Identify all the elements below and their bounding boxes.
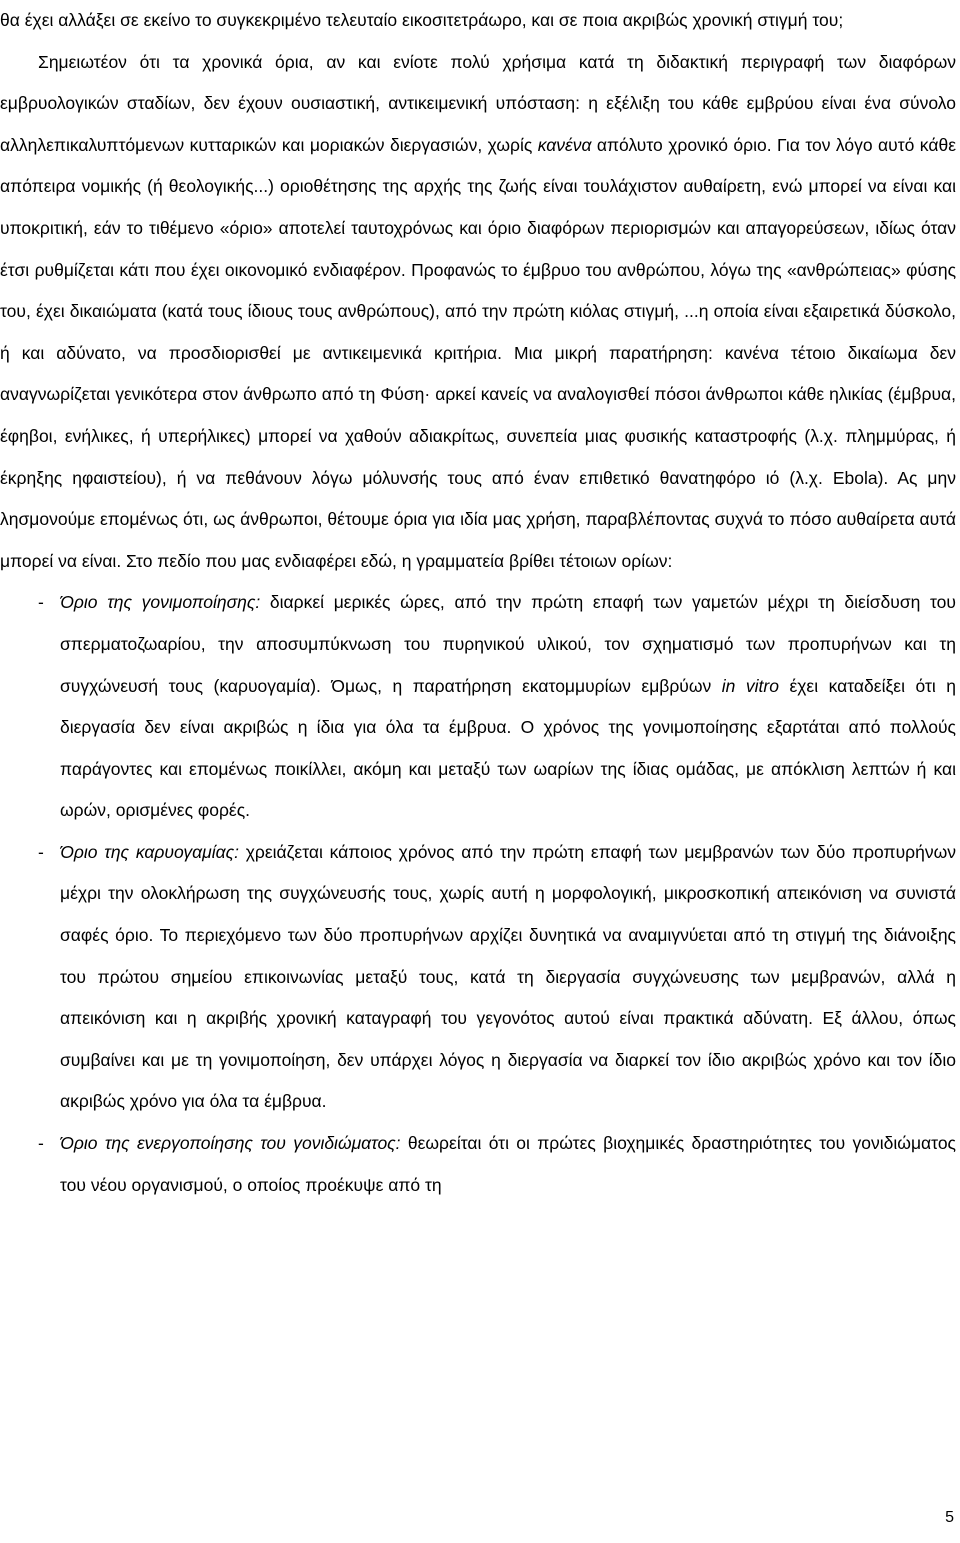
bullet-text-part-1: διαρκεί μερικές ώρες, από την πρώτη επαφή των γαμετών μέχρι τη διείσδυση του σπερματοζωαρίου, την αποσυμπύκνωση του πυρηνικού υλικού, τον σχηματισμό των προπυρήνων και τη συγχώνευσή τους (καρυογαμία). Όμως, η παρατήρηση εκατομμυρίων εμβρύων bbox=[60, 592, 956, 696]
bullet-genome-activation-limit bbox=[0, 1123, 956, 1206]
paragraph-2-emphasis: κανένα bbox=[537, 134, 592, 155]
paragraph-1-text: θα έχει αλλάξει σε εκείνο το συγκεκριμένο τελευταίο εικοσιτετράωρο, και σε ποια ακριβώς χρονική στιγμή του; bbox=[0, 10, 844, 30]
bullet-karyogamy-limit bbox=[0, 832, 956, 1123]
paragraph-2-part-1: Σημειωτέον ότι τα χρονικά όρια, αν και ενίοτε πολύ χρήσιμα κατά τη διδακτική περιγραφή των διαφόρων εμβρυολογικών σταδίων, δεν έχουν ουσιαστική, αντικειμενική υπόσταση: η εξέλιξη του κάθε εμβρύου είναι ένα σύνολο αλληλεπικαλυπτόμενων κυτταρικών και μοριακών διεργασιών, χωρίς bbox=[0, 51, 956, 155]
paragraph-continuation bbox=[0, 0, 956, 42]
bullet-text-part-2: έχει καταδείξει ότι η διεργασία δεν είναι ακριβώς η ίδια για όλα τα έμβρυα. Ο χρόνος της γονιμοποίησης εξαρτάται από πολλούς παράγοντες και επομένως ποικίλλει, ακόμη και μεταξύ των ωαρίων της ίδιας ομάδας, με απόκλιση λεπτών ή και ωρών, ορισμένες φορές. bbox=[60, 675, 956, 821]
bullet-heading: Όριο της καρυογαμίας: bbox=[60, 841, 239, 862]
bullet-fertilization-limit bbox=[0, 582, 956, 832]
paragraph-2-part-2: απόλυτο χρονικό όριο. Για τον λόγο αυτό κάθε απόπειρα νομικής (ή θεολογικής...) οριοθέτησης της αρχής της ζωής είναι τουλάχιστον αυθαίρετη, ενώ μπορεί να είναι και υποκριτική, εάν το τιθέμενο «όριο» αποτελεί ταυτοχρόνως και όριο διαφόρων περιορισμών και απαγορεύσεων, ιδίως όταν έτσι ρυθμίζεται κάτι που έχει οικονομικό ενδιαφέρον. Προφανώς το έμβρυο του ανθρώπου, λόγω της «ανθρώπειας» φύσης του, έχει δικαιώματα (κατά τους ίδιους τους ανθρώπους), από την πρώτη κιόλας στιγμή, ...η οποία είναι εξαιρετικά δύσκολο, ή και αδύνατο, να προσδιορισθεί με αντικειμενικά κριτήρια. Μια μικρή παρατήρηση: κανένα τέτοιο δικαίωμα δεν αναγνωρίζεται γενικότερα στον άνθρωπο από τη Φύση· αρκεί κανείς να αναλογισθεί πόσοι άνθρωποι κάθε ηλικίας (έμβρυα, έφηβοι, ενήλικες, ή υπερήλικες) μπορεί να χαθούν αδιακρίτως, συνεπεία μιας φυσικής καταστροφής (λ.χ. πλημμύρας, ή έκρηξης ηφαιστείου), ή να πεθάνουν λόγω μόλυνσής τους από έναν επιθετικό θανατηφόρο ιό (λ.χ. Ebola). Ας μην λησμονούμε επομένως ότι, ως άνθρωποι, θέτουμε όρια για ιδία μας χρήση, παραβλέποντας συχνά το πόσο αυθαίρετα αυτά μπορεί να είναι. Στο πεδίο που μας ενδιαφέρει εδώ, η γραμματεία βρίθει τέτοιων ορίων: bbox=[0, 134, 956, 571]
bullet-heading: Όριο της γονιμοποίησης: bbox=[60, 592, 261, 613]
bullet-dash: - bbox=[38, 841, 44, 862]
bullet-heading: Όριο της ενεργοποίησης του γονιδιώματος: bbox=[60, 1133, 401, 1154]
bullet-dash: - bbox=[38, 1133, 44, 1154]
page-number: 5 bbox=[945, 1509, 954, 1526]
bullet-text-part-1: χρειάζεται κάποιος χρόνος από την πρώτη επαφή των μεμβρανών των δύο προπυρήνων μέχρι την ολοκλήρωση της συγχώνευσής τους, χωρίς αυτή η μορφολογική, μικροσκοπική απεικόνιση να συνιστά σαφές όριο. Το περιεχόμενο των δύο προπυρήνων αρχίζει δυνητικά να αναμιγνύεται από τη στιγμή της διάνοιξης του πρώτου σημείου επικοινωνίας μεταξύ τους, κατά τη διεργασία συγχώνευσης των μεμβρανών, αλλά η απεικόνιση και η ακριβής χρονική καταγραφή του γεγονότος αυτού είναι πρακτικά αδύνατη. Εξ άλλου, όπως συμβαίνει και με τη γονιμοποίηση, δεν υπάρχει λόγος η διεργασία να διαρκεί τον ίδιο ακριβώς χρόνο και τον ίδιο ακριβώς χρόνο για όλα τα έμβρυα. bbox=[60, 841, 956, 1112]
paragraph-time-limits bbox=[0, 42, 956, 583]
bullet-emphasis: in vitro bbox=[721, 675, 779, 696]
bullet-dash: - bbox=[38, 592, 44, 613]
bullet-text-part-1: θεωρείται ότι οι πρώτες βιοχημικές δραστηριότητες του γονιδιώματος του νέου οργανισμού, ο οποίος προέκυψε από τη bbox=[60, 1133, 956, 1195]
